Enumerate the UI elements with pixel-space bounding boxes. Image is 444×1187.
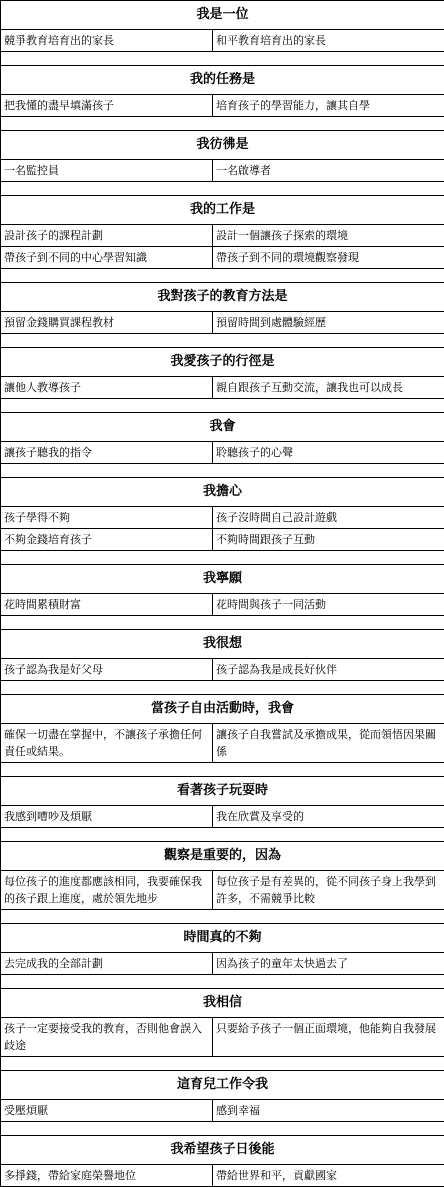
competitive-parent-cell: 每位孩子的進度都應該相同，我要確保我的孩子跟上進度，處於領先地步: [1, 871, 213, 910]
section-heading: 我的任務是: [1, 66, 444, 95]
section-heading-row: [1, 1136, 444, 1165]
table-row: [1, 160, 444, 182]
table-row: [1, 442, 444, 464]
section-heading: 這育兒工作令我: [1, 1071, 444, 1100]
section-heading: 我會: [1, 413, 444, 442]
table-row: [1, 312, 444, 334]
section-heading: 當孩子自由活動時，我會: [1, 695, 444, 724]
spacer-cell: [1, 269, 444, 283]
peaceful-parent-cell: 預留時間到處體驗經歷: [213, 312, 444, 334]
section-heading-row: [1, 989, 444, 1018]
peaceful-parent-cell: 孩子沒時間自己設計遊戲: [213, 507, 444, 529]
section-heading: 我寧願: [1, 565, 444, 594]
section-heading-row: [1, 777, 444, 806]
competitive-parent-cell: 不夠金錢培育孩子: [1, 529, 213, 551]
competitive-parent-cell: 我感到嘈吵及煩厭: [1, 806, 213, 828]
section-heading-row: [1, 630, 444, 659]
section-heading-row: [1, 1071, 444, 1100]
spacer-cell: [1, 616, 444, 630]
section-heading-row: [1, 413, 444, 442]
section-heading-row: [1, 478, 444, 507]
peaceful-parent-cell: 讓孩子自我嘗試及承擔成果，從而領悟因果關係: [213, 724, 444, 763]
competitive-parent-cell: 讓他人教導孩子: [1, 377, 213, 399]
section-heading: 我的工作是: [1, 196, 444, 225]
section-heading-row: [1, 565, 444, 594]
peaceful-parent-cell: 感到幸福: [213, 1100, 444, 1122]
table-row: [1, 659, 444, 681]
competitive-parent-cell: 去完成我的全部計劃: [1, 953, 213, 975]
spacer-cell: [1, 334, 444, 348]
section-heading: 時間真的不夠: [1, 924, 444, 953]
table-row: [1, 247, 444, 269]
section-heading-row: [1, 924, 444, 953]
section-heading: 看著孩子玩耍時: [1, 777, 444, 806]
competitive-parent-cell: 多掙錢，帶給家庭榮譽地位: [1, 1165, 213, 1187]
section-heading: 我希望孩子日後能: [1, 1136, 444, 1165]
table-row: [1, 30, 444, 52]
spacer-cell: [1, 52, 444, 66]
table-row: [1, 95, 444, 117]
table-row: [1, 529, 444, 551]
spacer-row: [1, 1057, 444, 1071]
spacer-cell: [1, 117, 444, 131]
table-row: [1, 724, 444, 763]
section-heading: 觀察是重要的，因為: [1, 842, 444, 871]
spacer-cell: [1, 975, 444, 989]
table-row: [1, 806, 444, 828]
competitive-parent-cell: 設計孩子的課程計劃: [1, 225, 213, 247]
spacer-row: [1, 269, 444, 283]
spacer-cell: [1, 910, 444, 924]
competitive-parent-cell: 確保一切盡在掌握中，不讓孩子承擔任何責任或結果。: [1, 724, 213, 763]
spacer-row: [1, 828, 444, 842]
table-row: [1, 594, 444, 616]
competitive-parent-cell: 孩子認為我是好父母: [1, 659, 213, 681]
comparison-table-body: [1, 1, 444, 1187]
competitive-parent-cell: 預留金錢購買課程教材: [1, 312, 213, 334]
table-row: [1, 1018, 444, 1057]
peaceful-parent-cell: 因為孩子的童年太快過去了: [213, 953, 444, 975]
spacer-row: [1, 910, 444, 924]
competitive-parent-cell: 一名監控員: [1, 160, 213, 182]
section-heading: 我愛孩子的行徑是: [1, 348, 444, 377]
peaceful-parent-cell: 每位孩子是有差異的，從不同孩子身上我學到許多，不需競爭比較: [213, 871, 444, 910]
peaceful-parent-cell: 孩子認為我是成長好伙伴: [213, 659, 444, 681]
spacer-cell: [1, 551, 444, 565]
peaceful-parent-cell: 培育孩子的學習能力，讓其自學: [213, 95, 444, 117]
section-heading-row: [1, 842, 444, 871]
spacer-row: [1, 1122, 444, 1136]
peaceful-parent-cell: 不夠時間跟孩子互動: [213, 529, 444, 551]
table-row: [1, 953, 444, 975]
section-heading: 我彷彿是: [1, 131, 444, 160]
peaceful-parent-cell: 設計一個讓孩子探索的環境: [213, 225, 444, 247]
section-heading-row: [1, 196, 444, 225]
peaceful-parent-cell: 帶給世界和平，貢獻國家: [213, 1165, 444, 1187]
spacer-cell: [1, 828, 444, 842]
spacer-row: [1, 182, 444, 196]
spacer-row: [1, 975, 444, 989]
section-heading-row: [1, 131, 444, 160]
spacer-row: [1, 681, 444, 695]
spacer-row: [1, 551, 444, 565]
spacer-cell: [1, 182, 444, 196]
competitive-parent-cell: 讓孩子聽我的指令: [1, 442, 213, 464]
table-row: [1, 225, 444, 247]
section-heading-row: [1, 348, 444, 377]
table-row: [1, 871, 444, 910]
section-heading: 我擔心: [1, 478, 444, 507]
peaceful-parent-cell: 花時間與孩子一同活動: [213, 594, 444, 616]
peaceful-parent-cell: 我在欣賞及享受的: [213, 806, 444, 828]
spacer-row: [1, 464, 444, 478]
competitive-parent-cell: 競爭教育培育出的家長: [1, 30, 213, 52]
peaceful-parent-cell: 一名啟導者: [213, 160, 444, 182]
section-heading: 我相信: [1, 989, 444, 1018]
section-heading: 我對孩子的教育方法是: [1, 283, 444, 312]
peaceful-parent-cell: 只要給予孩子一個正面環境，他能夠自我發展: [213, 1018, 444, 1057]
spacer-cell: [1, 1122, 444, 1136]
competitive-parent-cell: 受壓煩厭: [1, 1100, 213, 1122]
peaceful-parent-cell: 聆聽孩子的心聲: [213, 442, 444, 464]
peaceful-parent-cell: 帶孩子到不同的環境觀察發現: [213, 247, 444, 269]
peaceful-parent-cell: 親自跟孩子互動交流，讓我也可以成長: [213, 377, 444, 399]
spacer-cell: [1, 681, 444, 695]
spacer-cell: [1, 464, 444, 478]
competitive-parent-cell: 孩子學得不夠: [1, 507, 213, 529]
spacer-cell: [1, 399, 444, 413]
competitive-parent-cell: 孩子一定要接受我的教育，否則他會誤入歧途: [1, 1018, 213, 1057]
spacer-row: [1, 763, 444, 777]
spacer-row: [1, 399, 444, 413]
section-heading-row: [1, 283, 444, 312]
spacer-row: [1, 616, 444, 630]
spacer-row: [1, 334, 444, 348]
spacer-cell: [1, 763, 444, 777]
spacer-row: [1, 117, 444, 131]
section-heading-row: [1, 1, 444, 30]
spacer-cell: [1, 1057, 444, 1071]
table-row: [1, 1100, 444, 1122]
section-heading: 我是一位: [1, 1, 444, 30]
section-heading: 我很想: [1, 630, 444, 659]
section-heading-row: [1, 695, 444, 724]
table-row: [1, 1165, 444, 1187]
competitive-parent-cell: 把我懂的盡早填滿孩子: [1, 95, 213, 117]
table-row: [1, 507, 444, 529]
competitive-parent-cell: 帶孩子到不同的中心學習知識: [1, 247, 213, 269]
peaceful-parent-cell: 和平教育培育出的家長: [213, 30, 444, 52]
spacer-row: [1, 52, 444, 66]
table-row: [1, 377, 444, 399]
competitive-parent-cell: 花時間累積財富: [1, 594, 213, 616]
section-heading-row: [1, 66, 444, 95]
